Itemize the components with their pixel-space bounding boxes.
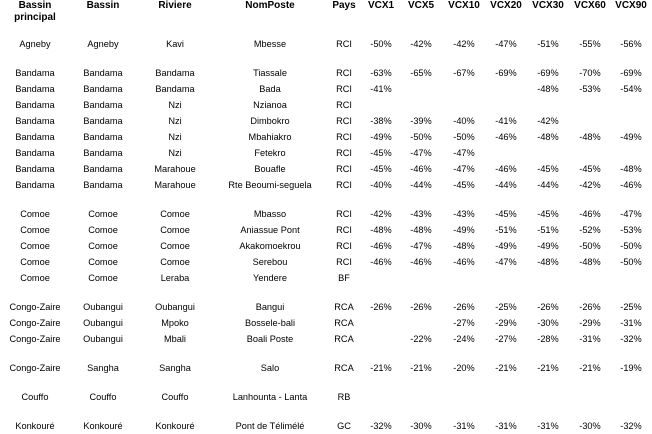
header-bassin: Bassin [86, 0, 120, 11]
cell-vcx1: -48% [370, 225, 392, 235]
cell-bassin: Comoe [88, 225, 118, 235]
cell-vcx10: -45% [453, 180, 475, 190]
cell-vcx10: -46% [453, 257, 475, 267]
cell-riviere: Comoe [160, 241, 190, 251]
cell-vcx90: -32% [620, 334, 642, 344]
cell-vcx10: -20% [453, 363, 475, 373]
cell-pays: BF [338, 273, 350, 283]
cell-bassin-principal: Comoe [20, 241, 50, 251]
cell-bassin-principal: Bandama [15, 68, 55, 78]
cell-bassin: Bandama [83, 132, 123, 142]
table-row [0, 206, 652, 222]
cell-pays: RCI [336, 209, 352, 219]
cell-vcx10 [442, 97, 486, 113]
cell-vcx5: -39% [410, 116, 432, 126]
cell-riviere: Nzi [168, 116, 182, 126]
cell-riviere: Leraba [160, 273, 190, 283]
table-row [0, 238, 652, 254]
cell-vcx10 [442, 389, 486, 405]
table-row [0, 145, 652, 161]
cell-vcx90: -54% [620, 84, 642, 94]
cell-vcx10: -42% [453, 39, 475, 49]
cell-vcx10 [442, 81, 486, 97]
cell-riviere: Nzi [168, 100, 182, 110]
spacer-cell [0, 405, 652, 418]
cell-vcx10: -26% [453, 302, 475, 312]
cell-vcx30: -48% [537, 84, 559, 94]
cell-vcx20: -45% [495, 209, 517, 219]
cell-pays: RCI [336, 132, 352, 142]
cell-bassin: Bandama [83, 84, 123, 94]
cell-pays: RCI [336, 257, 352, 267]
cell-vcx20: -49% [495, 241, 517, 251]
header-vcx5: VCX5 [407, 0, 435, 11]
cell-riviere: Nzi [168, 132, 182, 142]
cell-nom-poste: Bangui [255, 302, 285, 312]
cell-vcx30: -45% [537, 209, 559, 219]
cell-pays: RCI [336, 225, 352, 235]
cell-vcx10: -50% [453, 132, 475, 142]
cell-vcx1 [362, 97, 400, 113]
cell-bassin: Agneby [87, 39, 119, 49]
cell-vcx30: -26% [537, 302, 559, 312]
cell-pays: RCI [336, 148, 352, 158]
table-row [0, 315, 652, 331]
cell-vcx90: -56% [620, 39, 642, 49]
cell-riviere: Comoe [160, 257, 190, 267]
group-spacer [0, 376, 652, 389]
cell-nom-poste: Salo [260, 363, 280, 373]
cell-vcx1: -32% [370, 421, 392, 431]
table-row [0, 418, 652, 434]
cell-vcx20 [486, 81, 526, 97]
cell-vcx5: -47% [410, 241, 432, 251]
cell-bassin: Bandama [83, 100, 123, 110]
table-row [0, 254, 652, 270]
table-row [0, 177, 652, 193]
cell-bassin: Oubangui [83, 302, 123, 312]
cell-vcx1: -45% [370, 164, 392, 174]
cell-riviere: Sangha [159, 363, 191, 373]
cell-pays: RCI [336, 68, 352, 78]
cell-vcx20: -46% [495, 132, 517, 142]
cell-bassin: Oubangui [83, 334, 123, 344]
group-spacer [0, 286, 652, 299]
cell-vcx30: -51% [537, 39, 559, 49]
cell-pays: RCI [336, 116, 352, 126]
cell-vcx20: -41% [495, 116, 517, 126]
cell-vcx20: -47% [495, 39, 517, 49]
cell-pays: RCA [334, 318, 354, 328]
cell-vcx1 [362, 389, 400, 405]
spacer-cell [0, 376, 652, 389]
cell-pays: RB [337, 392, 351, 402]
cell-nom-poste: Pont de Télimélé [235, 421, 305, 431]
cell-riviere: Bandama [155, 84, 195, 94]
cell-vcx30: -69% [537, 68, 559, 78]
cell-vcx10: -49% [453, 225, 475, 235]
table-row [0, 65, 652, 81]
cell-vcx90 [610, 97, 652, 113]
cell-bassin: Bandama [83, 164, 123, 174]
header-vcx60: VCX60 [574, 0, 606, 11]
cell-vcx5: -21% [410, 363, 432, 373]
table-row [0, 331, 652, 347]
cell-vcx20 [486, 270, 526, 286]
cell-bassin-principal: Congo-Zaire [9, 318, 61, 328]
cell-vcx10: -40% [453, 116, 475, 126]
cell-vcx30: -51% [537, 225, 559, 235]
table-row [0, 299, 652, 315]
cell-vcx60: -42% [579, 180, 601, 190]
cell-vcx10 [442, 270, 486, 286]
cell-bassin-principal: Bandama [15, 164, 55, 174]
cell-vcx5: -47% [410, 148, 432, 158]
cell-bassin: Konkouré [83, 421, 123, 431]
cell-nom-poste: Mbasso [253, 209, 287, 219]
cell-riviere: Couffo [161, 392, 189, 402]
cell-vcx30: -28% [537, 334, 559, 344]
header-bassin-principal: Bassin principal [14, 0, 56, 23]
cell-vcx5 [400, 315, 442, 331]
cell-vcx1: -21% [370, 363, 392, 373]
cell-vcx5: -65% [410, 68, 432, 78]
cell-bassin-principal: Bandama [15, 116, 55, 126]
group-spacer [0, 347, 652, 360]
cell-bassin-principal: Comoe [20, 209, 50, 219]
cell-vcx20: -51% [495, 225, 517, 235]
cell-vcx10: -48% [453, 241, 475, 251]
cell-pays: RCI [336, 100, 352, 110]
cell-vcx5: -46% [410, 164, 432, 174]
cell-bassin-principal: Comoe [20, 273, 50, 283]
cell-vcx5 [400, 270, 442, 286]
cell-vcx90 [610, 389, 652, 405]
cell-bassin-principal: Bandama [15, 180, 55, 190]
cell-nom-poste: Aniassue Pont [240, 225, 300, 235]
cell-bassin: Bandama [83, 116, 123, 126]
cell-pays: RCI [336, 84, 352, 94]
header-vcx90: VCX90 [615, 0, 647, 11]
cell-riviere: Comoe [160, 209, 190, 219]
cell-vcx60 [570, 113, 610, 129]
cell-vcx20: -31% [495, 421, 517, 431]
cell-vcx1 [362, 270, 400, 286]
cell-nom-poste: Bossele-bali [244, 318, 296, 328]
cell-vcx60: -30% [579, 421, 601, 431]
group-spacer [0, 405, 652, 418]
cell-vcx20 [486, 145, 526, 161]
cell-vcx60: -52% [579, 225, 601, 235]
table-row [0, 129, 652, 145]
cell-vcx30: -45% [537, 164, 559, 174]
cell-riviere: Nzi [168, 148, 182, 158]
header-row [0, 0, 652, 36]
cell-vcx20: -44% [495, 180, 517, 190]
cell-vcx30 [526, 270, 570, 286]
cell-bassin: Comoe [88, 273, 118, 283]
table-row [0, 36, 652, 52]
table-row [0, 360, 652, 376]
cell-nom-poste: Boali Poste [246, 334, 294, 344]
cell-vcx5: -48% [410, 225, 432, 235]
cell-nom-poste: Bada [259, 84, 281, 94]
cell-nom-poste: Mbesse [253, 39, 287, 49]
cell-vcx60: -46% [579, 209, 601, 219]
cell-vcx10: -31% [453, 421, 475, 431]
cell-vcx20: -27% [495, 334, 517, 344]
cell-vcx90: -46% [620, 180, 642, 190]
cell-vcx5: -46% [410, 257, 432, 267]
cell-vcx90: -19% [620, 363, 642, 373]
header-riviere: Riviere [158, 0, 192, 11]
cell-vcx90: -50% [620, 241, 642, 251]
cell-vcx5 [400, 97, 442, 113]
cell-nom-poste: Fetekro [254, 148, 286, 158]
cell-bassin-principal: Bandama [15, 100, 55, 110]
cell-vcx60 [570, 389, 610, 405]
cell-vcx1: -63% [370, 68, 392, 78]
cell-bassin: Comoe [88, 257, 118, 267]
cell-pays: RCI [336, 39, 352, 49]
cell-vcx60 [570, 145, 610, 161]
cell-vcx1: -26% [370, 302, 392, 312]
table-row [0, 222, 652, 238]
table-row [0, 97, 652, 113]
cell-vcx1: -50% [370, 39, 392, 49]
cell-bassin-principal: Couffo [21, 392, 49, 402]
cell-vcx90: -48% [620, 164, 642, 174]
cell-bassin-principal: Comoe [20, 257, 50, 267]
cell-vcx20 [486, 389, 526, 405]
cell-vcx1: -49% [370, 132, 392, 142]
cell-nom-poste: Bouafle [254, 164, 286, 174]
cell-vcx20: -29% [495, 318, 517, 328]
cell-bassin-principal: Bandama [15, 84, 55, 94]
cell-vcx10: -67% [453, 68, 475, 78]
cell-vcx10: -43% [453, 209, 475, 219]
cell-nom-poste: Akakomoekrou [239, 241, 301, 251]
cell-bassin: Couffo [89, 392, 117, 402]
cell-nom-poste: Yendere [253, 273, 287, 283]
cell-pays: RCI [336, 241, 352, 251]
table-row [0, 270, 652, 286]
cell-bassin-principal: Bandama [15, 148, 55, 158]
cell-vcx10: -47% [453, 148, 475, 158]
cell-vcx5: -44% [410, 180, 432, 190]
cell-vcx20 [486, 97, 526, 113]
cell-vcx30: -44% [537, 180, 559, 190]
cell-nom-poste: Rte Beoumi-seguela [228, 180, 312, 190]
header-pays: Pays [332, 0, 356, 11]
cell-vcx60: -31% [579, 334, 601, 344]
cell-vcx20: -46% [495, 164, 517, 174]
cell-bassin-principal: Bandama [15, 132, 55, 142]
cell-riviere: Mpoko [161, 318, 189, 328]
cell-vcx30: -30% [537, 318, 559, 328]
cell-vcx10: -24% [453, 334, 475, 344]
cell-vcx30: -21% [537, 363, 559, 373]
cell-bassin-principal: Konkouré [15, 421, 55, 431]
cell-vcx5: -42% [410, 39, 432, 49]
cell-riviere: Konkouré [155, 421, 195, 431]
cell-vcx60 [570, 270, 610, 286]
cell-vcx5: -30% [410, 421, 432, 431]
cell-vcx1 [362, 331, 400, 347]
cell-vcx5: -43% [410, 209, 432, 219]
cell-vcx60: -55% [579, 39, 601, 49]
cell-vcx10: -47% [453, 164, 475, 174]
cell-vcx90: -47% [620, 209, 642, 219]
cell-bassin: Comoe [88, 241, 118, 251]
cell-pays: GC [337, 421, 351, 431]
cell-vcx30 [526, 389, 570, 405]
header-vcx30: VCX30 [532, 0, 564, 11]
cell-vcx1: -45% [370, 148, 392, 158]
table-row [0, 81, 652, 97]
cell-vcx90 [610, 270, 652, 286]
cell-vcx1: -40% [370, 180, 392, 190]
cell-vcx10: -27% [453, 318, 475, 328]
header-nom-poste: NomPoste [245, 0, 295, 11]
cell-vcx60: -29% [579, 318, 601, 328]
cell-vcx5: -26% [410, 302, 432, 312]
cell-vcx5 [400, 81, 442, 97]
cell-vcx30: -48% [537, 257, 559, 267]
cell-nom-poste: Lanhounta - Lanta [232, 392, 308, 402]
cell-vcx60 [570, 97, 610, 113]
cell-pays: RCI [336, 180, 352, 190]
header-vcx10: VCX10 [448, 0, 480, 11]
header-vcx20: VCX20 [490, 0, 522, 11]
cell-bassin-principal: Agneby [19, 39, 51, 49]
cell-vcx20: -69% [495, 68, 517, 78]
table-row [0, 161, 652, 177]
cell-nom-poste: Nzianoa [253, 100, 287, 110]
spacer-cell [0, 286, 652, 299]
cell-vcx60: -48% [579, 132, 601, 142]
cell-vcx1: -38% [370, 116, 392, 126]
header-vcx1: VCX1 [367, 0, 395, 11]
cell-nom-poste: Tiassale [253, 68, 287, 78]
cell-riviere: Kavi [166, 39, 184, 49]
cell-vcx30 [526, 97, 570, 113]
cell-pays: RCA [334, 302, 354, 312]
cell-vcx20: -25% [495, 302, 517, 312]
cell-vcx30: -31% [537, 421, 559, 431]
cell-vcx1: -46% [370, 241, 392, 251]
cell-vcx5 [400, 389, 442, 405]
cell-riviere: Oubangui [155, 302, 195, 312]
cell-bassin: Comoe [88, 209, 118, 219]
cell-vcx90: -25% [620, 302, 642, 312]
cell-bassin: Bandama [83, 180, 123, 190]
cell-vcx60: -70% [579, 68, 601, 78]
spacer-cell [0, 347, 652, 360]
cell-vcx1: -41% [370, 84, 392, 94]
cell-bassin-principal: Comoe [20, 225, 50, 235]
cell-vcx1: -42% [370, 209, 392, 219]
cell-vcx90: -31% [620, 318, 642, 328]
cell-vcx60: -48% [579, 257, 601, 267]
cell-vcx5: -22% [410, 334, 432, 344]
table-row [0, 113, 652, 129]
table-body [0, 36, 652, 434]
cell-bassin-principal: Congo-Zaire [9, 363, 61, 373]
cell-nom-poste: Mbahiakro [248, 132, 292, 142]
cell-vcx30: -42% [537, 116, 559, 126]
cell-bassin-principal: Congo-Zaire [9, 302, 61, 312]
cell-vcx60: -53% [579, 84, 601, 94]
group-spacer [0, 52, 652, 65]
cell-vcx20: -47% [495, 257, 517, 267]
cell-nom-poste: Dimbokro [250, 116, 290, 126]
cell-vcx5: -50% [410, 132, 432, 142]
table-row [0, 389, 652, 405]
cell-bassin: Bandama [83, 148, 123, 158]
cell-vcx90: -53% [620, 225, 642, 235]
cell-riviere: Comoe [160, 225, 190, 235]
cell-pays: RCA [334, 334, 354, 344]
cell-vcx1 [362, 315, 400, 331]
cell-bassin: Bandama [83, 68, 123, 78]
cell-vcx60: -50% [579, 241, 601, 251]
cell-vcx30: -48% [537, 132, 559, 142]
cell-vcx90 [610, 145, 652, 161]
cell-vcx60: -21% [579, 363, 601, 373]
cell-bassin-principal: Congo-Zaire [9, 334, 61, 344]
cell-riviere: Mbali [164, 334, 186, 344]
cell-vcx90 [610, 113, 652, 129]
cell-vcx90: -32% [620, 421, 642, 431]
cell-pays: RCA [334, 363, 354, 373]
cell-riviere: Bandama [155, 68, 195, 78]
cell-vcx30: -49% [537, 241, 559, 251]
cell-vcx90: -50% [620, 257, 642, 267]
cell-vcx90: -69% [620, 68, 642, 78]
cell-vcx60: -45% [579, 164, 601, 174]
cell-vcx30 [526, 145, 570, 161]
cell-pays: RCI [336, 164, 352, 174]
cell-bassin: Oubangui [83, 318, 123, 328]
cell-vcx60: -26% [579, 302, 601, 312]
cell-vcx90: -49% [620, 132, 642, 142]
cell-bassin: Sangha [87, 363, 119, 373]
group-spacer [0, 193, 652, 206]
cell-riviere: Marahoue [154, 180, 196, 190]
spacer-cell [0, 193, 652, 206]
cell-vcx1: -46% [370, 257, 392, 267]
spacer-cell [0, 52, 652, 65]
cell-vcx20: -21% [495, 363, 517, 373]
cell-nom-poste: Serebou [252, 257, 288, 267]
cell-riviere: Marahoue [154, 164, 196, 174]
